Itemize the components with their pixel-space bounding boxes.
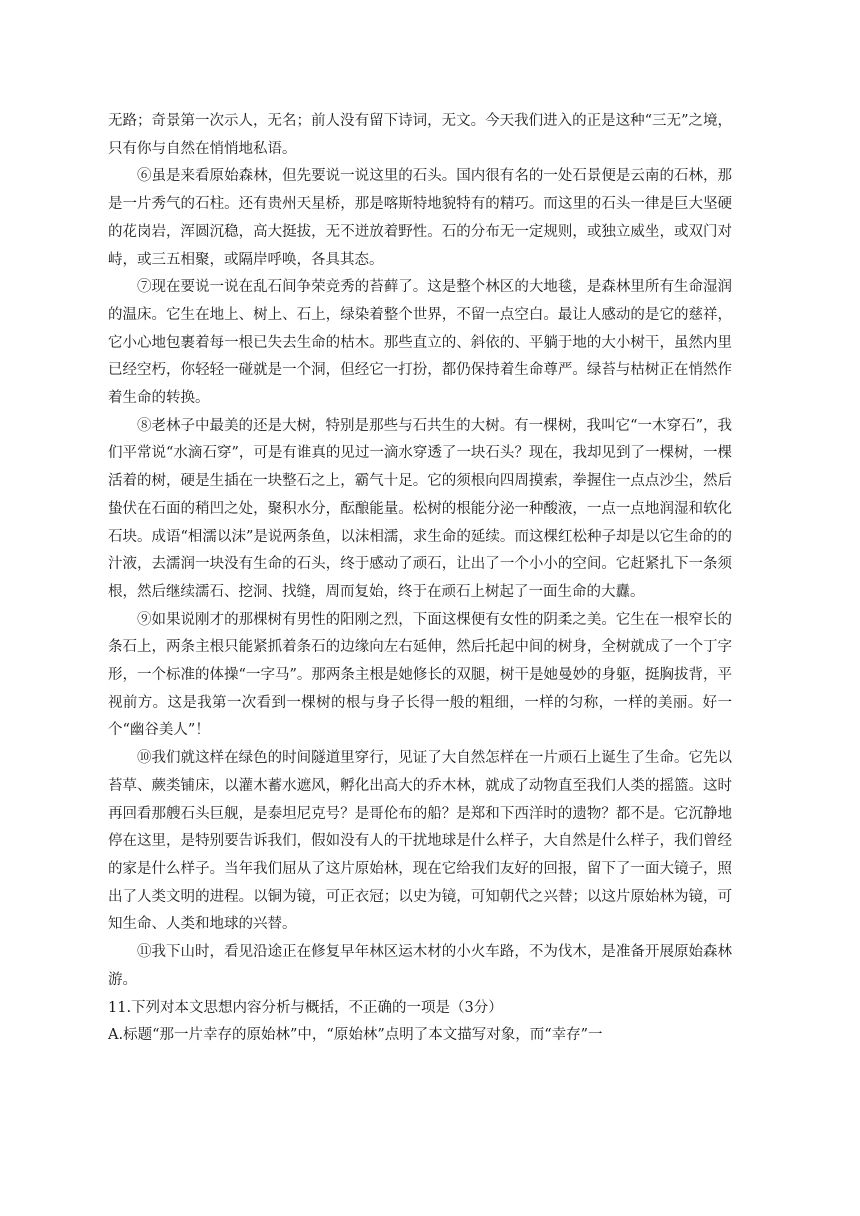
paragraph-11: ⑪我下山时，看见沿途正在修复早年林区运木材的小火车路，不为伐木，是准备开展原始森林游。 [108, 944, 732, 988]
paragraph-7: ⑦现在要说一说在乱石间争荣竞秀的苔藓了。这是整个林区的大地毯，是森林里所有生命湿润的温床。它生在地上、树上、石上，绿染着整个世界，不留一点空白。最让人感动的是它的慈祥，它小心地包裹着每一根已失去生命的枯木。那些直立的、斜依的、平躺于地的大小树干，虽然内里已经空朽，你轻轻一碰就是一个洞，但经它一打扮，都仍保持着生命尊严。绿苔与枯树正在悄然作着生命的转换。 [108, 279, 732, 407]
question-11-option-a: A.标题“那一片幸存的原始林”中，“原始林”点明了本文描写对象，而“幸存”一 [108, 1027, 603, 1044]
paragraph-8: ⑧老林子中最美的还是大树，特别是那些与石共生的大树。有一棵树，我叫它“一木穿石”，我们平常说“水滴石穿”，可是有谁真的见过一滴水穿透了一块石头？现在，我却见到了一棵树，一棵活着的树，硬是生插在一块整石之上，霸气十足。它的须根向四周摸索，拳握住一点点沙尘，然后蛰伏在石面的稍凹之处，聚积水分，酝酿能量。松树的根能分泌一种酸液，一点一点地润湿和软化石块。成语“相濡以沫”是说两条鱼，以沫相濡，求生命的延续。而这棵红松种子却是以它生命的的汁液，去濡润一块没有生命的石头，终于感动了顽石，让出了一个小小的空间。它赶紧扎下一条须根，然后继续濡石、挖洞、找缝，周而复始，终于在顽石上树起了一面生命的大纛。 [108, 417, 732, 600]
paragraph-9: ⑨如果说刚才的那棵树有男性的阳刚之烈，下面这棵便有女性的阴柔之美。它生在一根窄长的条石上，两条主根只能紧抓着条石的边缘向左右延伸，然后托起中间的树身，全树就成了一个丁字形，一个标准的体操“一字马”。那两条主根是她修长的双腿，树干是她曼妙的身躯，挺胸拔背，平视前方。这是我第一次看到一棵树的根与身子长得一般的粗细，一样的匀称，一样的美丽。好一个“幽谷美人”！ [108, 611, 732, 739]
paragraph-continuation: 无路；奇景第一次示人，无名；前人没有留下诗词，无文。今天我们进入的正是这种“三无”之境，只有你与自然在悄悄地私语。 [108, 113, 732, 157]
paragraph-6: ⑥虽是来看原始森林，但先要说一说这里的石头。国内很有名的一处石景便是云南的石林，那是一片秀气的石柱。还有贵州天星桥，那是喀斯特地貌特有的精巧。而这里的石头一律是巨大坚硬的花岗岩，浑圆沉稳，高大挺拔，无不迸放着野性。石的分布无一定规则，或独立威坐，或双门对峙，或三五相聚，或隔岸呼唤，各具其态。 [108, 168, 732, 268]
article-body [108, 108, 732, 1050]
paragraph-10: ⑩我们就这样在绿色的时间隧道里穿行，见证了大自然怎样在一片顽石上诞生了生命。它先以苔草、蕨类铺床，以灌木蓄水遮风，孵化出高大的乔木林，就成了动物直至我们人类的摇篮。这时再回看那艘石头巨舰，是泰坦尼克号？是哥伦布的船？是郑和下西洋时的遗物？都不是。它沉静地停在这里，是特别要告诉我们，假如没有人的干扰地球是什么样子，大自然是什么样子，我们曾经的家是什么样子。当年我们屈从了这片原始林，现在它给我们友好的回报，留下了一面大镜子，照出了人类文明的进程。以铜为镜，可正衣冠；以史为镜，可知朝代之兴替；以这片原始林为镜，可知生命、人类和地球的兴替。 [108, 750, 732, 933]
question-11-stem: 11.下列对本文思想内容分析与概括，不正确的一项是（3分） [108, 999, 503, 1016]
